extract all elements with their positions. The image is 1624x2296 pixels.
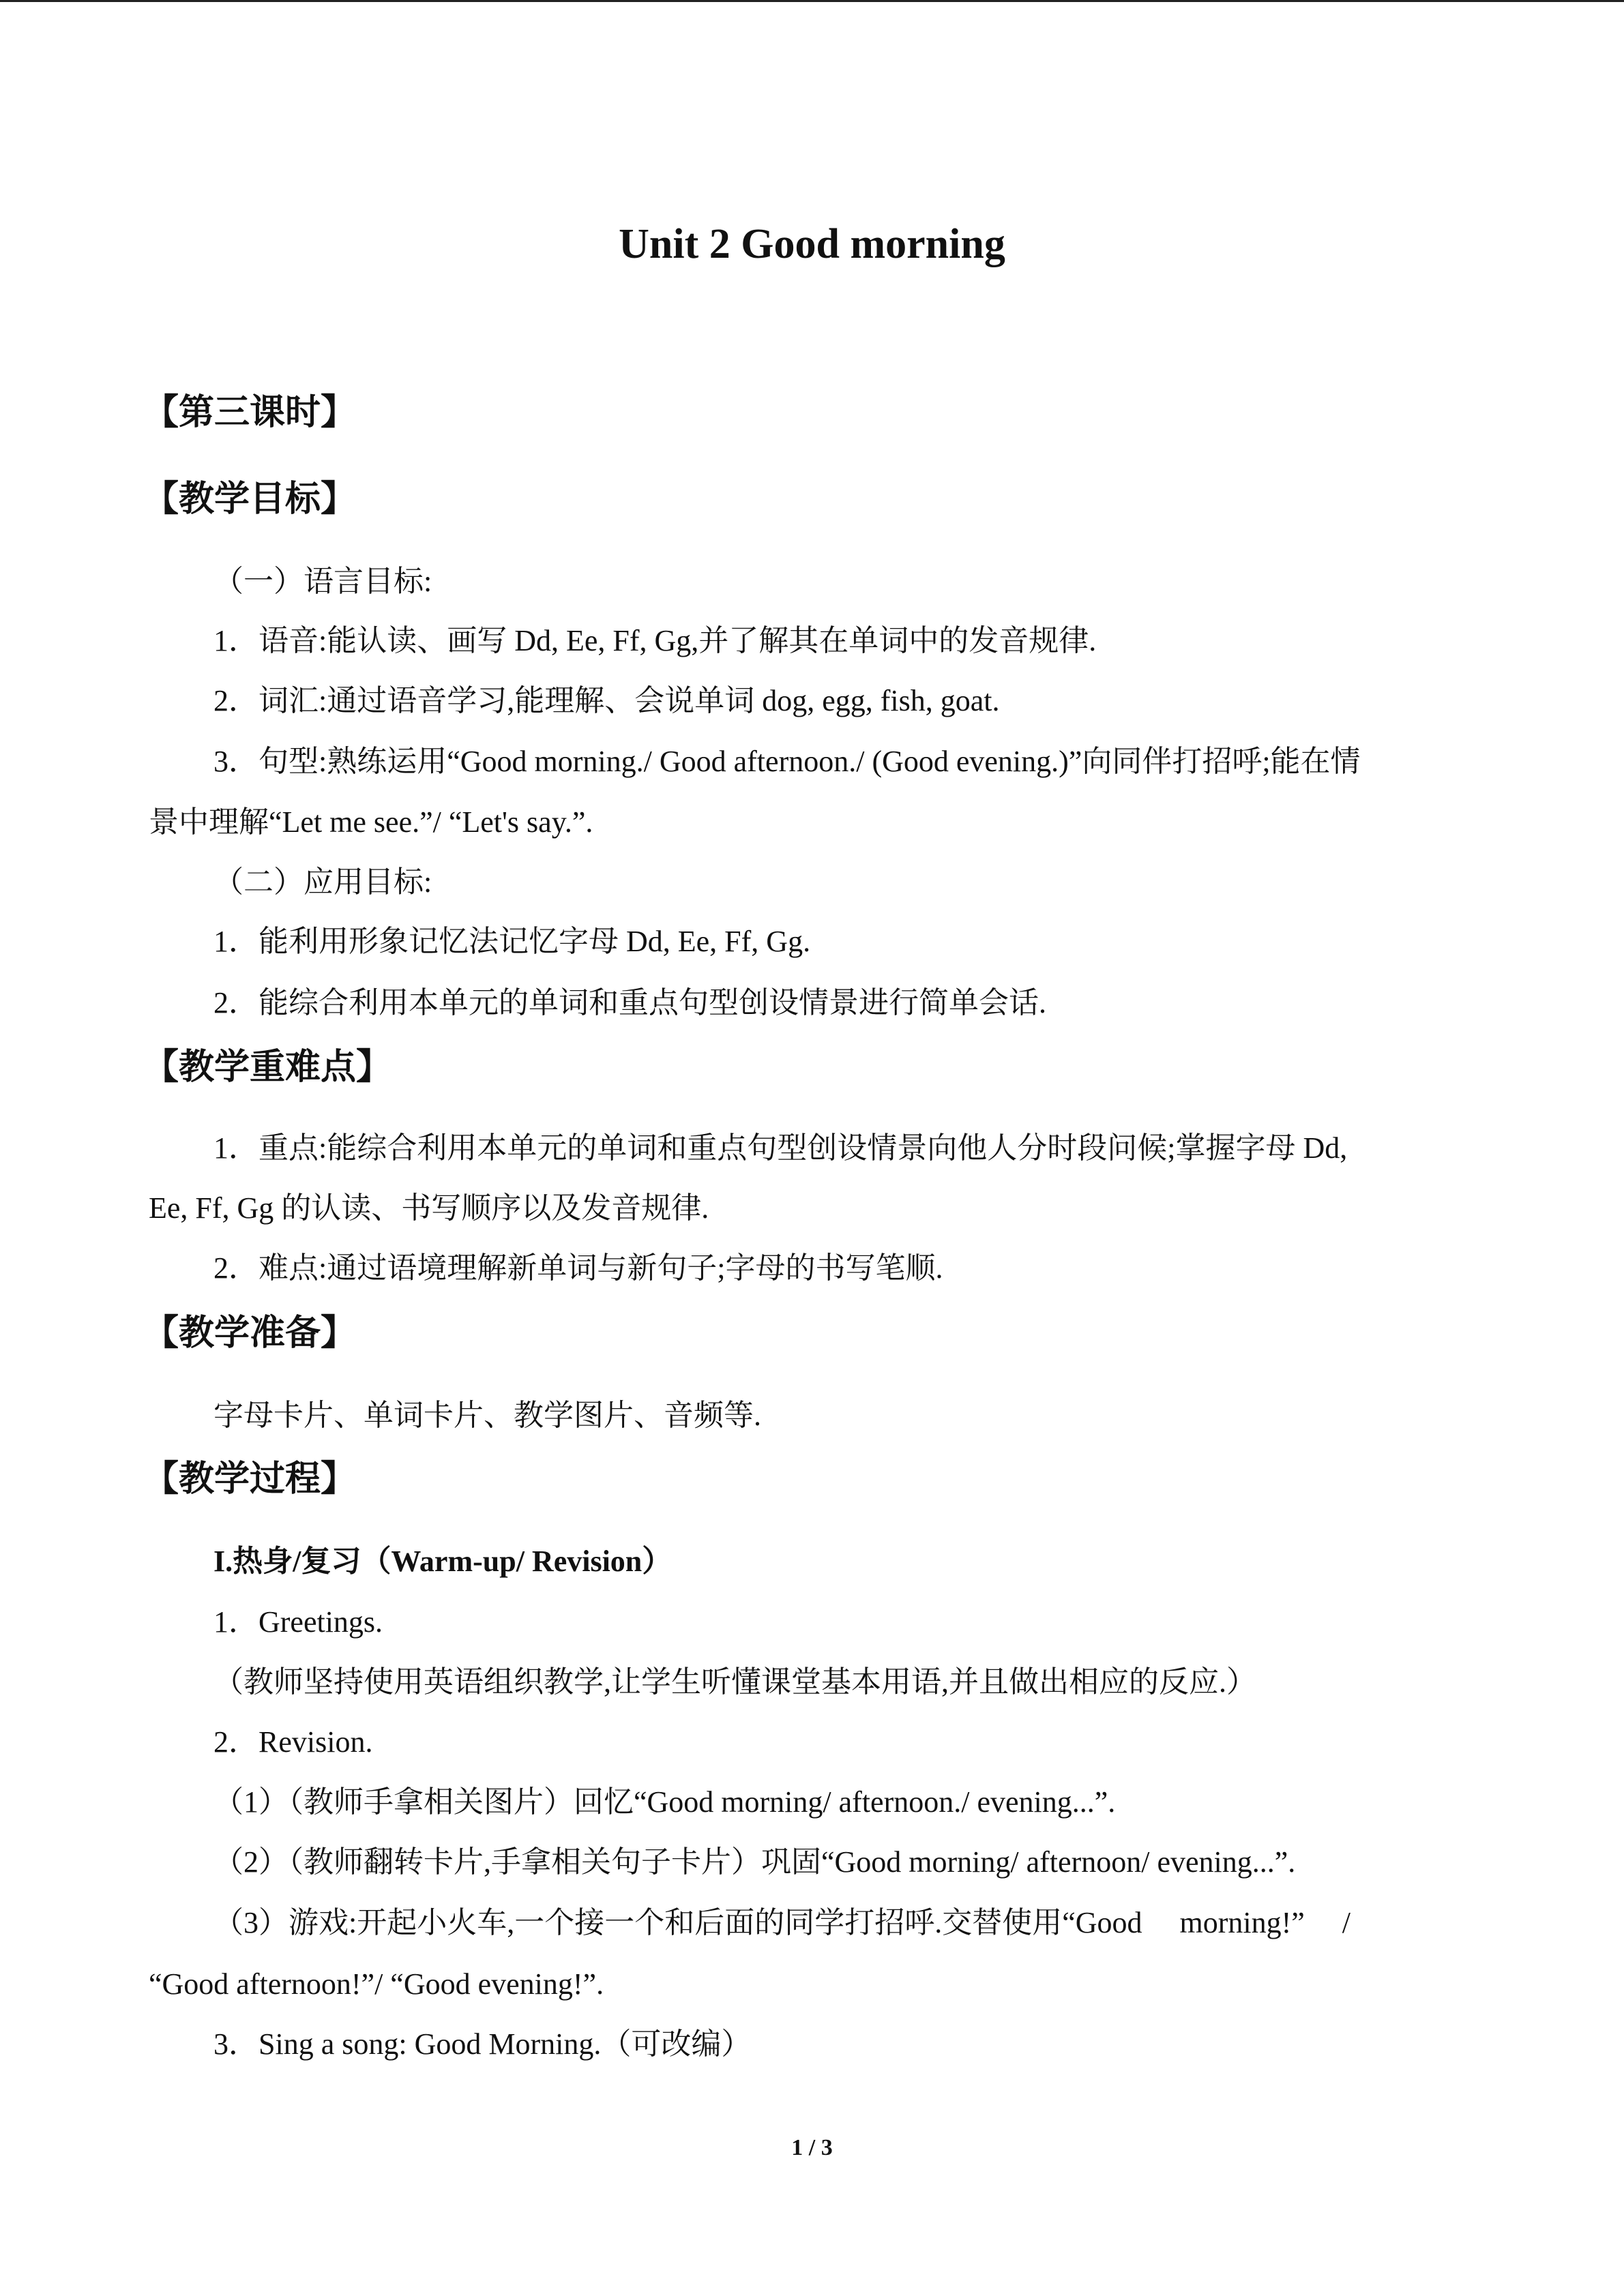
process-step-1: 1．Greetings. <box>213 1605 383 1639</box>
heading-key-points: 【教学重难点】 <box>143 1047 392 1088</box>
objectives-item-2: 2．词汇:通过语音学习,能理解、会说单词 dog, egg, fish, goat. <box>213 684 1000 717</box>
process-step-2: 2．Revision. <box>213 1725 373 1759</box>
heading-objectives: 【教学目标】 <box>143 479 357 520</box>
process-step-3: 3．Sing a song: Good Morning.（可改编） <box>213 2027 752 2061</box>
page-top-border <box>0 0 1624 2</box>
process-step-1-note: （教师坚持使用英语组织教学,让学生听懂课堂基本用语,并且做出相应的反应.） <box>213 1665 1256 1699</box>
key-points-item-2: 2．难点:通过语境理解新单词与新句子;字母的书写笔顺. <box>213 1251 943 1285</box>
page-number: 1 / 3 <box>791 2135 833 2160</box>
process-step-2-b: （2）（教师翻转卡片,手拿相关句子卡片）巩固“Good morning/ afternoon/ evening...”. <box>213 1845 1296 1879</box>
process-section-1: I.热身/复习（Warm-up/ Revision） <box>213 1545 673 1578</box>
objectives-application-label: （二）应用目标: <box>213 865 432 899</box>
heading-lesson: 【第三课时】 <box>143 392 357 433</box>
heading-preparation: 【教学准备】 <box>143 1313 357 1354</box>
objectives-language-label: （一）语言目标: <box>213 565 432 598</box>
key-points-item-1-line-2: Ee, Ff, Gg 的认读、书写顺序以及发音规律. <box>149 1191 709 1225</box>
preparation-text: 字母卡片、单词卡片、教学图片、音频等. <box>213 1399 761 1432</box>
document-title: Unit 2 Good morning <box>619 221 1005 267</box>
objectives-item-3-line-1: 3．句型:熟练运用“Good morning./ Good afternoon./ (Good evening.)”向同伴打招呼;能在情 <box>213 745 1361 778</box>
key-points-item-1-line-1: 1．重点:能综合利用本单元的单词和重点句型创设情景向他人分时段问候;掌握字母 Dd, <box>213 1131 1348 1165</box>
objectives-app-item-2: 2．能综合利用本单元的单词和重点句型创设情景进行简单会话. <box>213 986 1046 1019</box>
process-step-2-c-line-1: （3）游戏:开起小火车,一个接一个和后面的同学打招呼.交替使用“Good morning!” / <box>213 1906 1351 1939</box>
objectives-item-1: 1．语音:能认读、画写 Dd, Ee, Ff, Gg,并了解其在单词中的发音规律. <box>213 624 1097 657</box>
objectives-app-item-1: 1．能利用形象记忆法记忆字母 Dd, Ee, Ff, Gg. <box>213 925 811 958</box>
process-step-2-c-line-2: “Good afternoon!”/ “Good evening!”. <box>149 1967 604 2001</box>
objectives-item-3-line-2: 景中理解“Let me see.”/ “Let's say.”. <box>149 805 593 839</box>
process-step-2-a: （1）（教师手拿相关图片）回忆“Good morning/ afternoon./ evening...”. <box>213 1785 1116 1819</box>
heading-process: 【教学过程】 <box>143 1459 357 1500</box>
